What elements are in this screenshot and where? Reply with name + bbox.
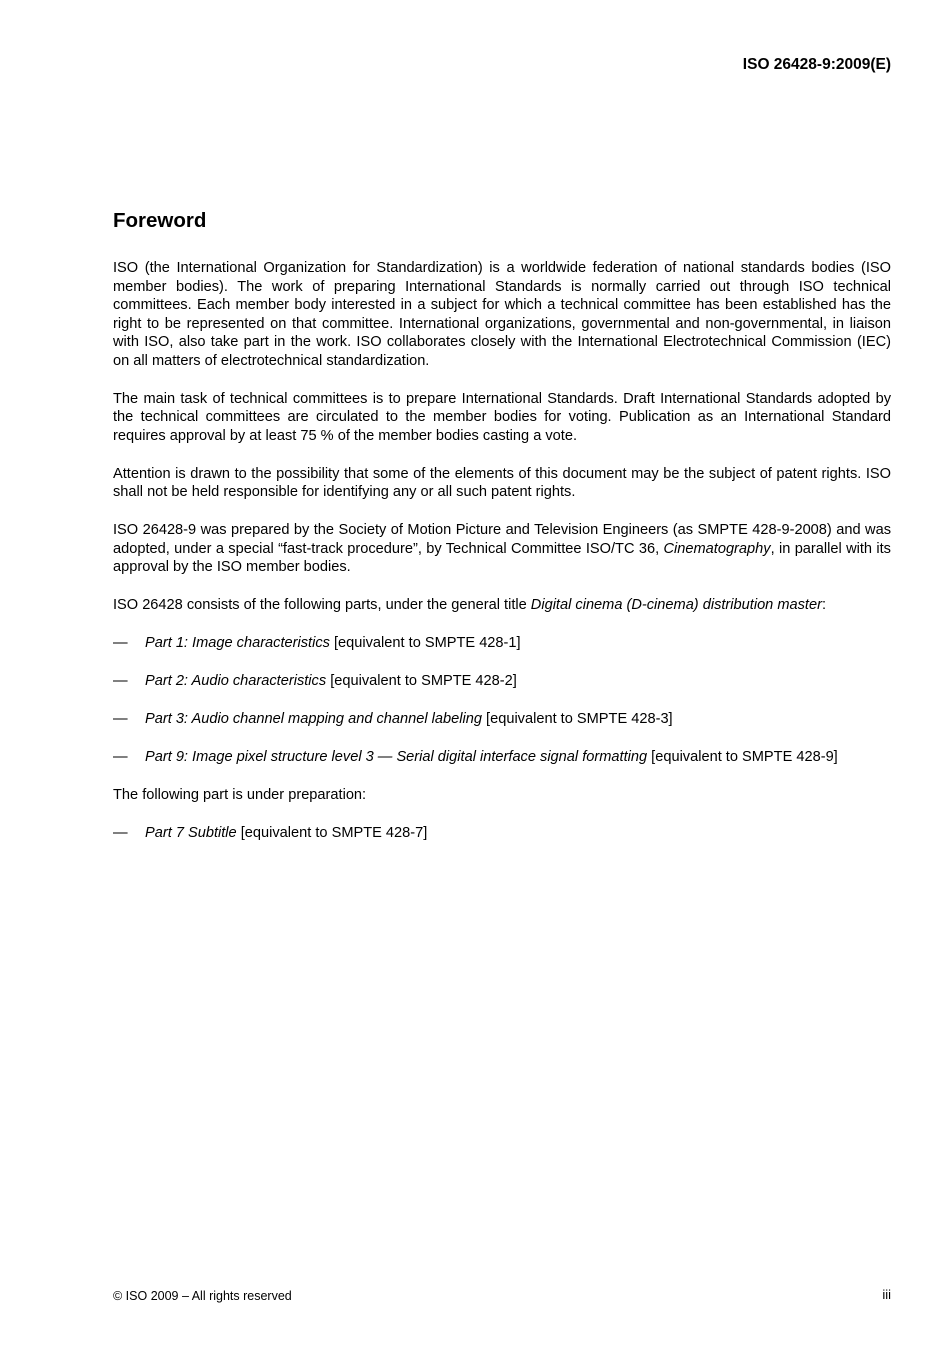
paragraph-technical-committees: The main task of technical committees is to prepare International Standards. Draft International Standards adopted by the technical committees are circulated to the member bodies for voting. Publication as an International Standard requires approval by at least 75 % of the member bodies casting a vote. — [113, 390, 891, 444]
paragraph-parts-intro — [113, 596, 891, 615]
committee-title: Cinematography — [663, 540, 771, 557]
part-title: Part 3: Audio channel mapping and channel labeling — [145, 711, 482, 727]
part-reference: [equivalent to SMPTE 428-2] — [326, 673, 517, 689]
page-title: Foreword — [113, 209, 207, 232]
preparation-text: ISO 26428-9 was prepared by the Society of Motion Picture and Television Engineers (as SMPTE 428-9-2008) and was adopted, under a special “fast-track procedure”, by Technical Committee ISO/TC 36, — [113, 522, 891, 557]
list-dash: — — [113, 673, 128, 689]
paragraph-preparation — [113, 521, 891, 577]
list-dash: — — [113, 825, 128, 841]
part-reference: [equivalent to SMPTE 428-3] — [481, 711, 673, 727]
document-body — [113, 259, 891, 862]
list-item — [113, 710, 891, 729]
document-identifier: ISO 26428-9:2009(E) — [742, 56, 891, 73]
list-dash: — — [113, 711, 128, 727]
part-reference: [equivalent to SMPTE 428-7] — [236, 825, 428, 841]
list-dash: — — [113, 749, 128, 765]
list-item — [113, 634, 891, 653]
list-item — [113, 748, 891, 767]
part-title: Part 2: Audio characteristics — [145, 673, 327, 689]
paragraph-iso-overview: ISO (the International Organization for Standardization) is a worldwide federation of national standards bodies (ISO member bodies). The work of preparing International Standards is normally carried out through ISO technical committees. Each member body interested in a subject for which a technical committee has been established has the right to be represented on that committee. International organizations, governmental and non-governmental, in liaison with ISO, also take part in the work. ISO collaborates closely with the International Electrotechnical Commission (IEC) on all matters of electrotechnical standardization. — [113, 260, 891, 369]
part-title: Part 7 Subtitle — [145, 825, 237, 841]
list-item — [113, 824, 891, 843]
general-title: Digital cinema (D-cinema) distribution master — [530, 597, 822, 613]
paragraph-patent-rights: Attention is drawn to the possibility that some of the elements of this document may be the subject of patent rights. ISO shall not be held responsible for identifying any or all such patent rights. — [113, 465, 891, 500]
part-title: Part 1: Image characteristics — [145, 635, 330, 651]
parts-intro-text: ISO 26428 consists of the following parts, under the general title — [113, 597, 531, 613]
copyright-notice: © ISO 2009 – All rights reserved — [113, 1289, 292, 1303]
part-title: Part 9: Image pixel structure level 3 — Serial digital interface signal formatting — [145, 749, 648, 765]
list-dash: — — [113, 635, 128, 651]
part-reference: [equivalent to SMPTE 428-9] — [647, 749, 838, 765]
parts-intro-end: : — [821, 597, 827, 613]
part-reference: [equivalent to SMPTE 428-1] — [329, 635, 521, 651]
paragraph-under-preparation: The following part is under preparation: — [113, 787, 367, 803]
page-number: iii — [882, 1287, 891, 1302]
list-item — [113, 672, 891, 691]
preparation-text-end: , in parallel with its approval by the ISO member bodies. — [113, 540, 891, 575]
